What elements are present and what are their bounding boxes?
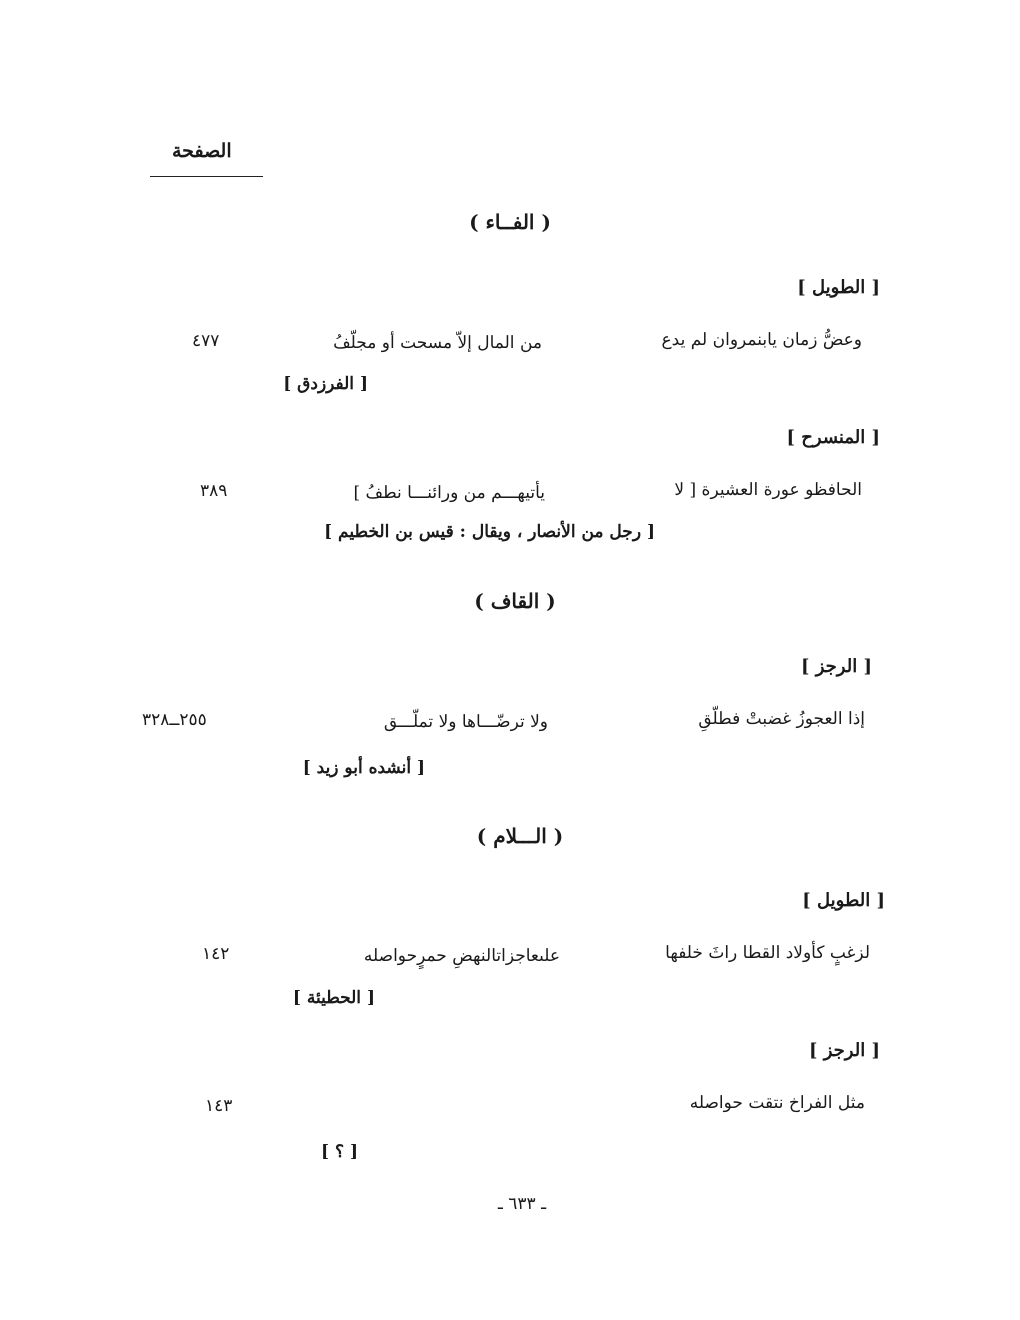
verse-hemistich-right: الحافظو عورة العشيرة [ لا [674, 480, 862, 500]
meter-label: [ المنسرح ] [786, 427, 880, 448]
poet-attribution: [ الحطيئة ] [292, 988, 375, 1008]
page-reference: ١٤٣ [205, 1096, 233, 1116]
verse-hemistich-left: من المال إلاّ مسحت أو مجلّفُ [333, 333, 542, 353]
page-column-label: الصفحة [172, 140, 232, 162]
page-number: ـ ٦٣٣ ـ [497, 1194, 547, 1214]
poet-attribution: [ ؟ ] [321, 1142, 358, 1162]
verse-hemistich-left: ولا ترضّـــاها ولا تملّـــق [383, 712, 548, 732]
meter-label: [ الطويل ] [802, 890, 885, 911]
verse-hemistich-left: علىعاجزاتالنهضِ حمرٍحواصله [363, 946, 560, 966]
meter-label: [ الرجز ] [800, 656, 872, 677]
poet-attribution: [ أنشده أبو زيد ] [302, 758, 425, 778]
verse-hemistich-right: إذا العجوزُ غضبتْ فطلّقِ [698, 709, 865, 729]
meter-label: [ الطويل ] [797, 277, 880, 298]
verse-hemistich-right: مثل الفراخ نتقت حواصله [689, 1093, 865, 1113]
section-title-fa: ( الفــاء ) [469, 210, 551, 234]
page-reference: ١٤٢ [202, 944, 230, 964]
section-title-lam: ( الـــلام ) [476, 824, 564, 848]
poet-attribution: [ الفرزدق ] [283, 374, 368, 394]
page-reference: ٤٧٧ [192, 331, 220, 351]
verse-hemistich-right: لزغبٍ كأولاد القطا راثَ خلفها [665, 943, 870, 963]
verse-hemistich-left: يأتيهـــم من ورائنـــا نطفُ ] [353, 483, 545, 503]
meter-label: [ الرجز ] [808, 1040, 880, 1061]
page-reference: ٣٨٩ [200, 481, 228, 501]
section-title-qaf: ( القاف ) [474, 589, 556, 613]
page-reference: ٢٥٥ــ٣٢٨ [142, 710, 207, 730]
verse-hemistich-right: وعضُّ زمان يابنمروان لم يدع [661, 330, 862, 350]
poet-attribution: [ رجل من الأنصار ، ويقال : قيس بن الخطيم ] [324, 522, 655, 542]
header-divider [150, 176, 263, 177]
